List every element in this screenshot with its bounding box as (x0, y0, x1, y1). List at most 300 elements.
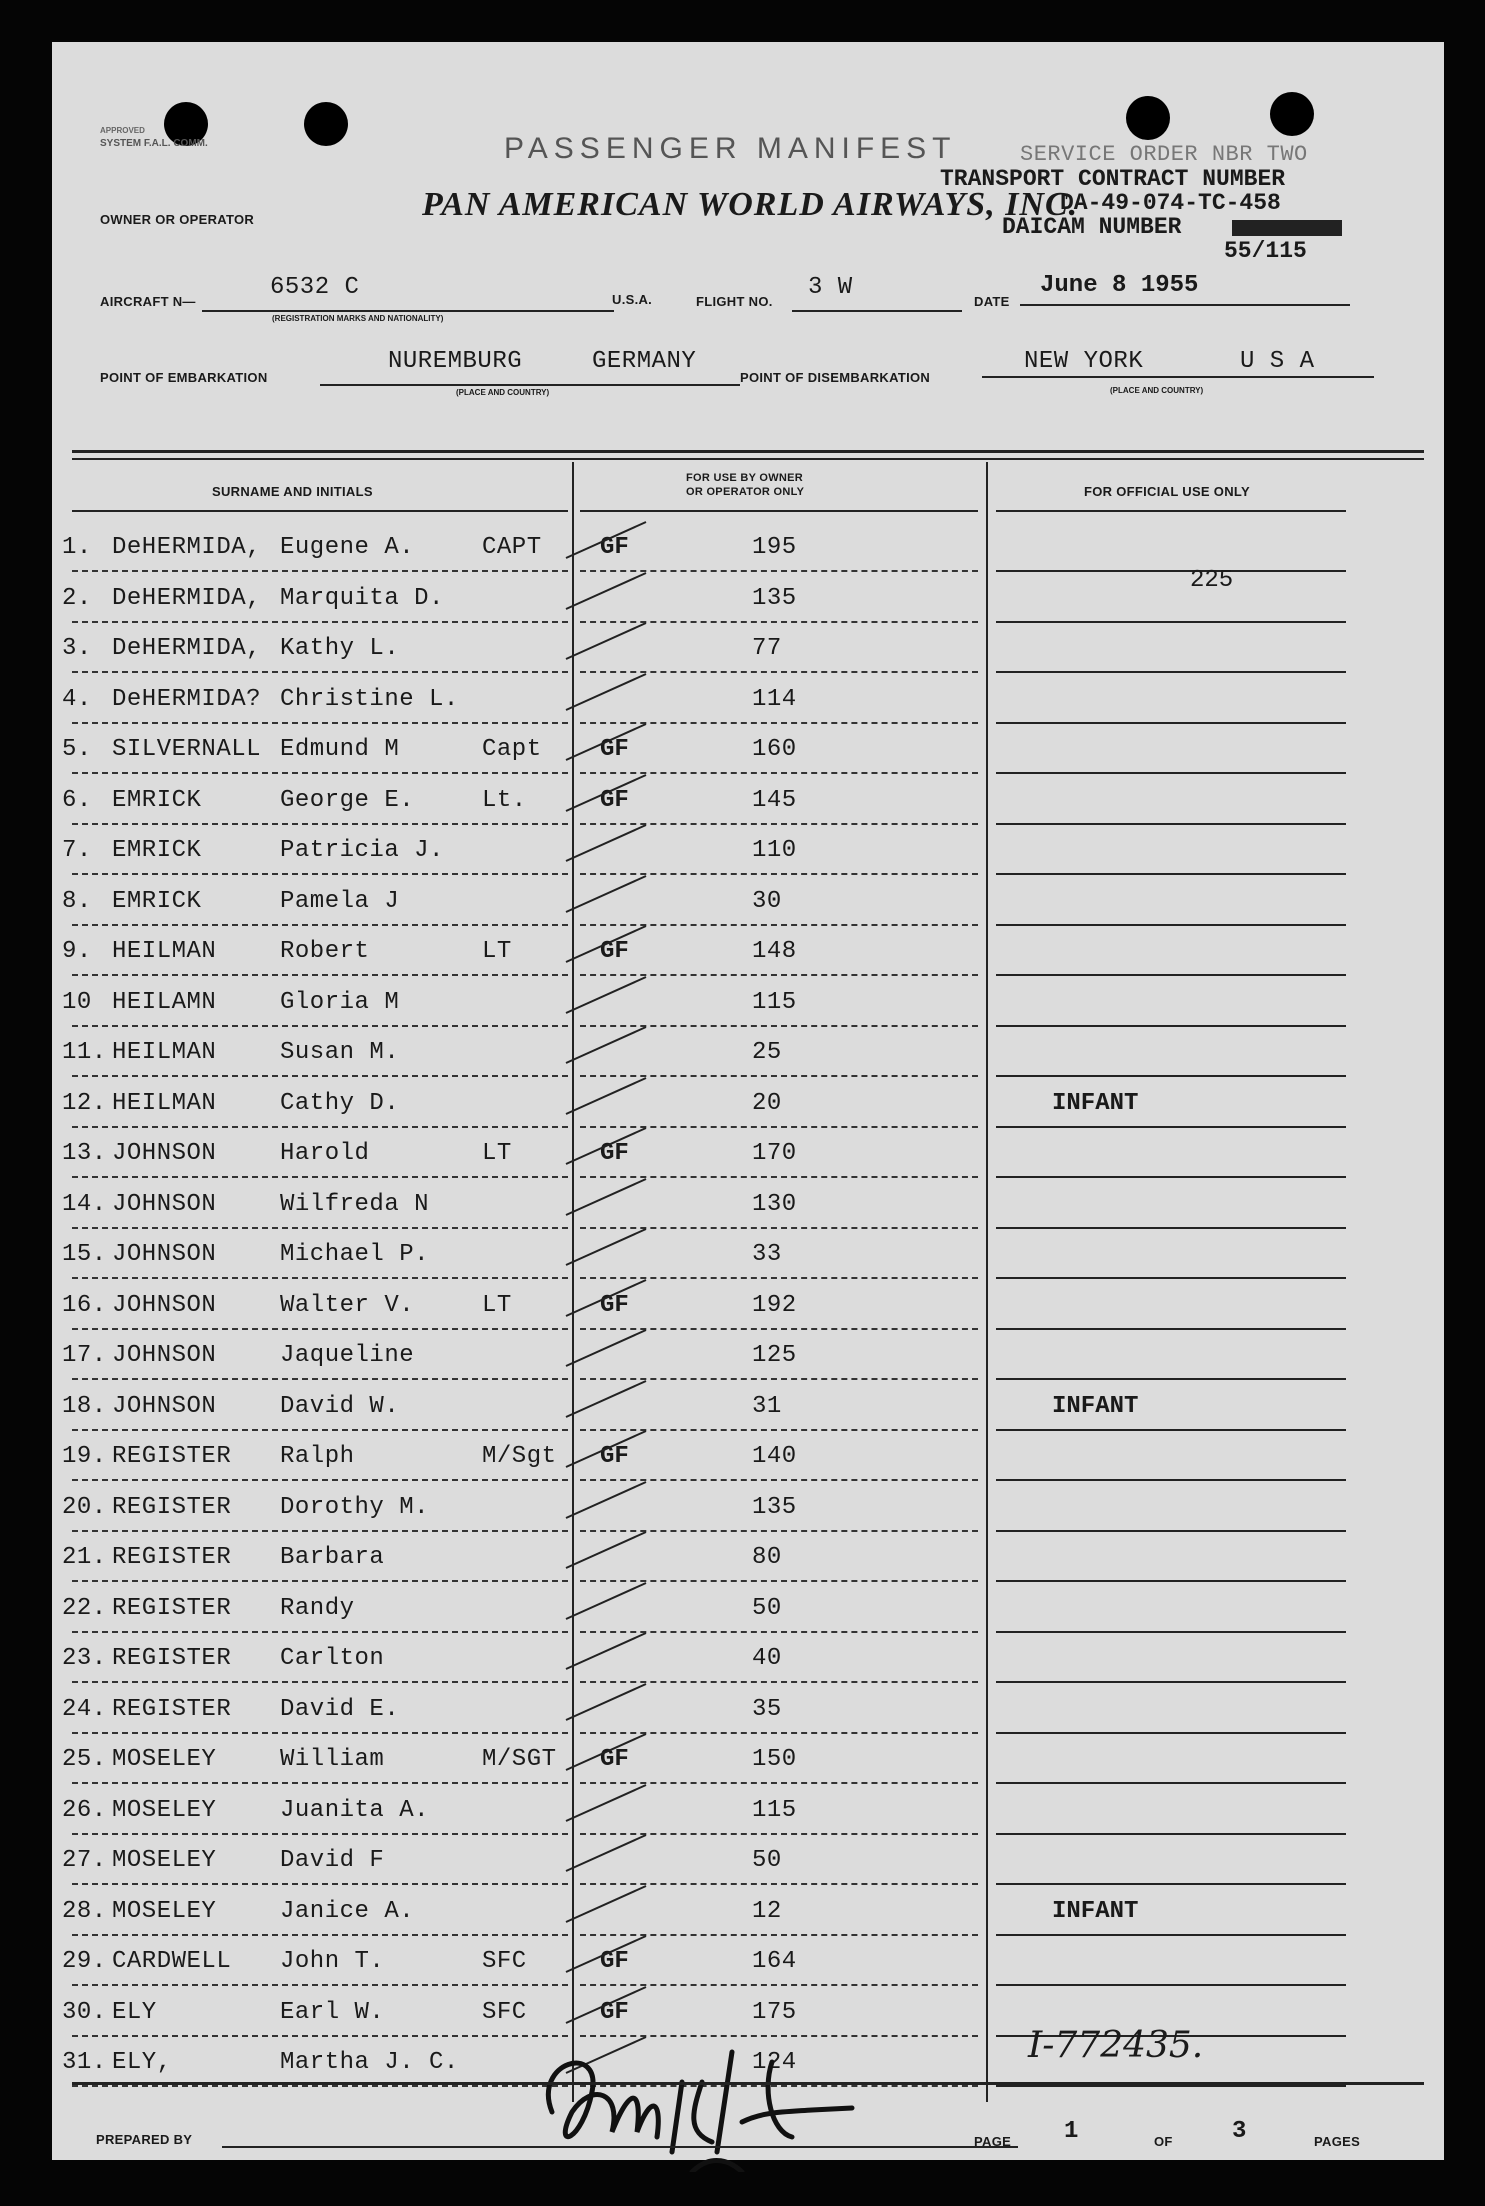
page-label: PAGE (974, 2134, 1012, 2149)
embarkation-country: GERMANY (592, 348, 697, 375)
passenger-surname: HEILMAN (112, 1039, 217, 1066)
check-mark-icon (562, 1629, 652, 1679)
passenger-weight: 110 (752, 837, 797, 864)
row-number: 13. (62, 1140, 107, 1167)
check-mark-icon (562, 1074, 652, 1124)
check-mark-icon (562, 1225, 652, 1275)
row-number: 10 (62, 988, 92, 1016)
passenger-given-name: Carlton (280, 1645, 385, 1672)
check-mark-icon (562, 1932, 652, 1982)
passenger-weight: 175 (752, 1998, 797, 2026)
passenger-given-name: Janice A. (280, 1897, 415, 1925)
passenger-surname: REGISTER (112, 1493, 232, 1521)
row-rule (72, 621, 568, 623)
row-number: 22. (62, 1594, 107, 1622)
row-rule (72, 1934, 568, 1936)
row-number: 3. (62, 635, 92, 662)
check-mark-icon (562, 1427, 652, 1477)
check-mark-icon (562, 720, 652, 770)
check-mark-icon (562, 619, 652, 669)
passenger-given-name: Kathy L. (280, 635, 400, 662)
daicam-label: DAICAM NUMBER (1002, 214, 1182, 240)
passenger-given-name: Michael P. (280, 1241, 430, 1268)
row-number: 27. (62, 1847, 107, 1874)
passenger-given-name: Pamela J (280, 887, 400, 915)
row-rule (72, 671, 568, 673)
passenger-surname: ELY (112, 1998, 157, 2026)
row-rule (72, 1176, 568, 1178)
passenger-given-name: Dorothy M. (280, 1493, 430, 1521)
row-number: 12. (62, 1089, 107, 1117)
passenger-rank: M/SGT (482, 1746, 557, 1773)
check-mark-icon (562, 872, 652, 922)
passenger-given-name: David F (280, 1847, 385, 1874)
passenger-weight: 130 (752, 1190, 797, 1218)
passenger-row (52, 1492, 1444, 1542)
check-mark-icon (562, 1478, 652, 1528)
row-rule (72, 873, 568, 875)
rule (580, 510, 978, 512)
passenger-code: GF (600, 1140, 629, 1167)
passenger-given-name: William (280, 1746, 385, 1773)
passenger-row (52, 1037, 1444, 1087)
row-number: 1. (62, 534, 92, 561)
passenger-surname: MOSELEY (112, 1847, 217, 1874)
passenger-rank: M/Sgt (482, 1443, 557, 1470)
check-mark-icon (562, 1680, 652, 1730)
passenger-surname: HEILMAN (112, 1089, 217, 1117)
passenger-weight: 20 (752, 1089, 782, 1117)
row-number: 17. (62, 1342, 107, 1369)
official-note: INFANT (1052, 1392, 1139, 1420)
row-rule (72, 1277, 568, 1279)
passenger-surname: MOSELEY (112, 1746, 217, 1773)
passenger-surname: JOHNSON (112, 1342, 217, 1369)
flight-date: June 8 1955 (1040, 272, 1199, 299)
passenger-weight: 135 (752, 584, 797, 612)
passenger-given-name: Gloria M (280, 988, 400, 1016)
passenger-row (52, 532, 1444, 582)
passenger-surname: HEILAMN (112, 988, 217, 1016)
row-rule (996, 671, 1346, 673)
passenger-given-name: Cathy D. (280, 1089, 400, 1117)
passenger-row (52, 1189, 1444, 1239)
passenger-surname: MOSELEY (112, 1897, 217, 1925)
pages-label: PAGES (1314, 2134, 1361, 2149)
passenger-row (52, 1542, 1444, 1592)
passenger-row (52, 785, 1444, 835)
disembarkation-label: POINT OF DISEMBARKATION (740, 370, 931, 385)
row-rule (996, 1227, 1346, 1229)
row-rule (72, 1530, 568, 1532)
row-rule (72, 924, 568, 926)
row-rule (72, 1025, 568, 1027)
passenger-given-name: Juanita A. (280, 1796, 430, 1824)
punch-hole (304, 102, 348, 146)
row-rule (72, 1378, 568, 1380)
airline-name: PAN AMERICAN WORLD AIRWAYS, INC. (422, 186, 1079, 223)
passenger-row (52, 987, 1444, 1037)
passenger-row (52, 936, 1444, 986)
passenger-row (52, 1946, 1444, 1996)
passenger-given-name: Martha J. C. (280, 2049, 459, 2076)
passenger-row (52, 1643, 1444, 1693)
passenger-surname: REGISTER (112, 1645, 232, 1672)
passenger-row (52, 1239, 1444, 1289)
check-mark-icon (562, 1579, 652, 1629)
passenger-weight: 33 (752, 1241, 782, 1268)
passenger-rank: SFC (482, 1948, 527, 1975)
prepared-by-label: PREPARED BY (96, 2132, 193, 2147)
row-rule (72, 772, 568, 774)
passenger-rank: Capt (482, 736, 542, 763)
passenger-surname: MOSELEY (112, 1796, 217, 1824)
passenger-given-name: Barbara (280, 1544, 385, 1571)
passenger-weight: 148 (752, 938, 797, 965)
passenger-rank: SFC (482, 1998, 527, 2026)
row-rule (996, 1075, 1346, 1077)
rule (320, 384, 740, 386)
passenger-surname: SILVERNALL (112, 736, 262, 763)
passenger-rank: Lt. (482, 786, 527, 814)
passenger-given-name: John T. (280, 1948, 385, 1975)
passenger-weight: 124 (752, 2049, 797, 2076)
contract-number: DA-49-074-TC-458 (1060, 190, 1281, 216)
passenger-row (52, 1744, 1444, 1794)
passenger-code: GF (600, 534, 629, 561)
aircraft-label: AIRCRAFT N— (100, 294, 196, 309)
row-number: 19. (62, 1443, 107, 1470)
disembarkation-country: U S A (1240, 348, 1315, 375)
passenger-weight: 80 (752, 1544, 782, 1571)
row-rule (996, 1530, 1346, 1532)
punch-hole (1126, 96, 1170, 140)
row-number: 30. (62, 1998, 107, 2026)
passenger-weight: 170 (752, 1140, 797, 1167)
table-bottom-rule (72, 2082, 1424, 2085)
country-label: U.S.A. (612, 292, 653, 307)
passenger-given-name: Patricia J. (280, 837, 444, 864)
row-number: 20. (62, 1493, 107, 1521)
passenger-row (52, 1593, 1444, 1643)
passenger-rank: LT (482, 938, 512, 965)
table-top-rule (72, 450, 1424, 453)
row-number: 2. (62, 584, 92, 612)
passenger-given-name: Edmund M (280, 736, 400, 763)
passenger-weight: 12 (752, 1897, 782, 1925)
passenger-weight: 140 (752, 1443, 797, 1470)
passenger-weight: 50 (752, 1847, 782, 1874)
row-rule (72, 722, 568, 724)
row-rule (996, 924, 1346, 926)
passenger-surname: JOHNSON (112, 1291, 217, 1319)
passenger-code: GF (600, 786, 629, 814)
passenger-surname: ELY, (112, 2049, 172, 2076)
passenger-surname: CARDWELL (112, 1948, 232, 1975)
flight-number: 3 W (808, 274, 853, 301)
check-mark-icon (562, 771, 652, 821)
passenger-given-name: Ralph (280, 1443, 355, 1470)
row-rule (996, 1580, 1346, 1582)
aircraft-number: 6532 C (270, 274, 360, 301)
row-rule (72, 1328, 568, 1330)
row-rule (72, 1075, 568, 1077)
row-rule (72, 1681, 568, 1683)
row-rule (72, 1631, 568, 1633)
passenger-row (52, 835, 1444, 885)
row-rule (996, 1126, 1346, 1128)
row-rule (996, 570, 1346, 572)
row-number: 7. (62, 837, 92, 864)
passenger-weight: 115 (752, 1796, 797, 1824)
owner-use-header-2: OR OPERATOR ONLY (686, 486, 805, 498)
passenger-code: GF (600, 1746, 629, 1773)
row-rule (72, 1883, 568, 1885)
passenger-weight: 160 (752, 736, 797, 763)
check-mark-icon (562, 1276, 652, 1326)
passenger-surname: DeHERMIDA, (112, 584, 262, 612)
row-rule (996, 1277, 1346, 1279)
passenger-code: GF (600, 1291, 629, 1319)
passenger-surname: JOHNSON (112, 1241, 217, 1268)
row-rule (72, 1833, 568, 1835)
passenger-surname: EMRICK (112, 786, 202, 814)
passenger-row (52, 1391, 1444, 1441)
row-rule (996, 1176, 1346, 1178)
passenger-weight: 31 (752, 1392, 782, 1420)
row-number: 31. (62, 2049, 107, 2076)
passenger-given-name: David E. (280, 1695, 400, 1723)
passenger-surname: DeHERMIDA, (112, 635, 262, 662)
passenger-rank: CAPT (482, 534, 542, 561)
daicam-number: 55/115 (1224, 238, 1307, 264)
passenger-rank: LT (482, 1291, 512, 1319)
passenger-given-name: Marquita D. (280, 584, 444, 612)
official-header: FOR OFFICIAL USE ONLY (1084, 484, 1250, 499)
passenger-given-name: Christine L. (280, 685, 459, 713)
punch-hole (1270, 92, 1314, 136)
row-number: 24. (62, 1695, 107, 1723)
passenger-weight: 195 (752, 534, 797, 561)
check-mark-icon (562, 1882, 652, 1932)
owner-label: OWNER OR OPERATOR (100, 212, 255, 227)
check-mark-icon (562, 1528, 652, 1578)
row-number: 11. (62, 1039, 107, 1066)
flight-label: FLIGHT NO. (696, 294, 773, 309)
passenger-row (52, 1138, 1444, 1188)
row-number: 28. (62, 1897, 107, 1925)
passenger-given-name: Eugene A. (280, 534, 415, 561)
row-rule (996, 1833, 1346, 1835)
row-rule (996, 873, 1346, 875)
passenger-given-name: Wilfreda N (280, 1190, 430, 1218)
embarkation-city: NUREMBURG (388, 348, 523, 375)
passenger-given-name: Walter V. (280, 1291, 415, 1319)
row-rule (996, 1681, 1346, 1683)
passenger-given-name: Randy (280, 1594, 355, 1622)
row-rule (996, 1934, 1346, 1936)
passenger-row (52, 1290, 1444, 1340)
row-number: 16. (62, 1291, 107, 1319)
embarkation-sublabel: (PLACE AND COUNTRY) (456, 388, 550, 397)
passenger-code: GF (600, 1998, 629, 2026)
row-rule (996, 1328, 1346, 1330)
passenger-row (52, 1088, 1444, 1138)
passenger-given-name: George E. (280, 786, 415, 814)
row-rule (996, 621, 1346, 623)
row-rule (996, 1732, 1346, 1734)
check-mark-icon (562, 821, 652, 871)
row-number: 15. (62, 1241, 107, 1268)
rule (202, 310, 614, 312)
passenger-surname: REGISTER (112, 1544, 232, 1571)
passenger-weight: 40 (752, 1645, 782, 1672)
passenger-row (52, 1795, 1444, 1845)
row-rule (996, 1631, 1346, 1633)
row-rule (72, 2085, 568, 2087)
passenger-given-name: Earl W. (280, 1998, 385, 2026)
rule (792, 310, 962, 312)
row-rule (996, 1025, 1346, 1027)
rule (996, 510, 1346, 512)
page-number: 1 (1064, 2118, 1079, 2145)
passenger-given-name: Harold (280, 1140, 370, 1167)
owner-use-header-1: FOR USE BY OWNER (686, 472, 804, 484)
check-mark-icon (562, 973, 652, 1023)
passenger-given-name: Jaqueline (280, 1342, 415, 1369)
service-order: SERVICE ORDER NBR TWO (1020, 142, 1308, 167)
row-number: 29. (62, 1948, 107, 1975)
passenger-surname: JOHNSON (112, 1190, 217, 1218)
of-label: OF (1154, 2134, 1173, 2149)
passenger-weight: 35 (752, 1695, 782, 1723)
passenger-weight: 135 (752, 1493, 797, 1521)
row-number: 21. (62, 1544, 107, 1571)
passenger-weight: 115 (752, 988, 797, 1016)
passenger-row (52, 633, 1444, 683)
rule (1020, 304, 1350, 306)
passenger-row (52, 886, 1444, 936)
check-mark-icon (562, 670, 652, 720)
passenger-given-name: Robert (280, 938, 370, 965)
row-rule (72, 570, 568, 572)
passenger-given-name: David W. (280, 1392, 400, 1420)
rule (222, 2146, 1018, 2148)
date-label: DATE (974, 294, 1010, 309)
row-rule (72, 1782, 568, 1784)
row-rule (996, 2085, 1346, 2087)
row-rule (996, 1429, 1346, 1431)
rule (982, 376, 1374, 378)
contract-label: TRANSPORT CONTRACT NUMBER (940, 166, 1286, 192)
embarkation-label: POINT OF EMBARKATION (100, 370, 268, 385)
row-rule (72, 1126, 568, 1128)
redaction-bar (1232, 220, 1342, 236)
passenger-weight: 145 (752, 786, 797, 814)
row-number: 9. (62, 938, 92, 965)
passenger-weight: 114 (752, 685, 797, 713)
passenger-surname: REGISTER (112, 1594, 232, 1622)
passenger-weight: 50 (752, 1594, 782, 1622)
check-mark-icon (562, 1377, 652, 1427)
official-note: INFANT (1052, 1897, 1139, 1925)
passenger-weight: 192 (752, 1291, 797, 1319)
aircraft-sublabel: (REGISTRATION MARKS AND NATIONALITY) (272, 314, 444, 323)
row-number: 5. (62, 736, 92, 763)
page-title: PASSENGER MANIFEST (504, 132, 957, 165)
row-rule (996, 772, 1346, 774)
disembarkation-sublabel: (PLACE AND COUNTRY) (1110, 386, 1204, 395)
passenger-surname: DeHERMIDA, (112, 534, 262, 561)
passenger-code: GF (600, 736, 629, 763)
surname-header: SURNAME AND INITIALS (212, 484, 373, 499)
passenger-weight: 164 (752, 1948, 797, 1975)
row-number: 25. (62, 1746, 107, 1773)
row-rule (72, 823, 568, 825)
row-rule (996, 1883, 1346, 1885)
passenger-row (52, 1896, 1444, 1946)
signature-image (512, 2022, 972, 2172)
passenger-surname: JOHNSON (112, 1392, 217, 1420)
check-mark-icon (562, 569, 652, 619)
passenger-row (52, 734, 1444, 784)
official-note: 225 (1190, 566, 1234, 594)
row-rule (72, 1984, 568, 1986)
row-rule (72, 1732, 568, 1734)
passenger-code: GF (600, 1948, 629, 1975)
row-number: 4. (62, 685, 92, 713)
passenger-weight: 30 (752, 887, 782, 915)
passenger-surname: EMRICK (112, 837, 202, 864)
disembarkation-city: NEW YORK (1024, 348, 1144, 375)
manifest-sheet (52, 42, 1444, 2160)
passenger-weight: 150 (752, 1746, 797, 1773)
page-total: 3 (1232, 2118, 1247, 2145)
row-rule (996, 1782, 1346, 1784)
passenger-row (52, 1441, 1444, 1491)
passenger-row (52, 1845, 1444, 1895)
row-rule (72, 2035, 568, 2037)
passenger-surname: HEILMAN (112, 938, 217, 965)
row-rule (996, 1479, 1346, 1481)
check-mark-icon (562, 1831, 652, 1881)
row-number: 23. (62, 1645, 107, 1672)
passenger-surname: DeHERMIDA? (112, 685, 262, 713)
passenger-rank: LT (482, 1140, 512, 1167)
passenger-weight: 77 (752, 635, 782, 662)
passenger-row (52, 684, 1444, 734)
row-number: 18. (62, 1392, 107, 1420)
row-rule (72, 1479, 568, 1481)
passenger-code: GF (600, 938, 629, 965)
row-rule (996, 823, 1346, 825)
approval-stamp-line1: APPROVED (100, 126, 145, 135)
passenger-row (52, 1694, 1444, 1744)
approval-stamp-line2: SYSTEM F.A.L. COMM. (100, 138, 208, 149)
check-mark-icon (562, 1730, 652, 1780)
passenger-row (52, 1340, 1444, 1390)
check-mark-icon (562, 1175, 652, 1225)
row-number: 8. (62, 887, 92, 915)
check-mark-icon (562, 922, 652, 972)
passenger-surname: REGISTER (112, 1695, 232, 1723)
passenger-row (52, 566, 1444, 633)
check-mark-icon (562, 1781, 652, 1831)
passenger-given-name: Susan M. (280, 1039, 400, 1066)
row-rule (72, 974, 568, 976)
row-number: 14. (62, 1190, 107, 1218)
table-top-rule (72, 458, 1424, 460)
